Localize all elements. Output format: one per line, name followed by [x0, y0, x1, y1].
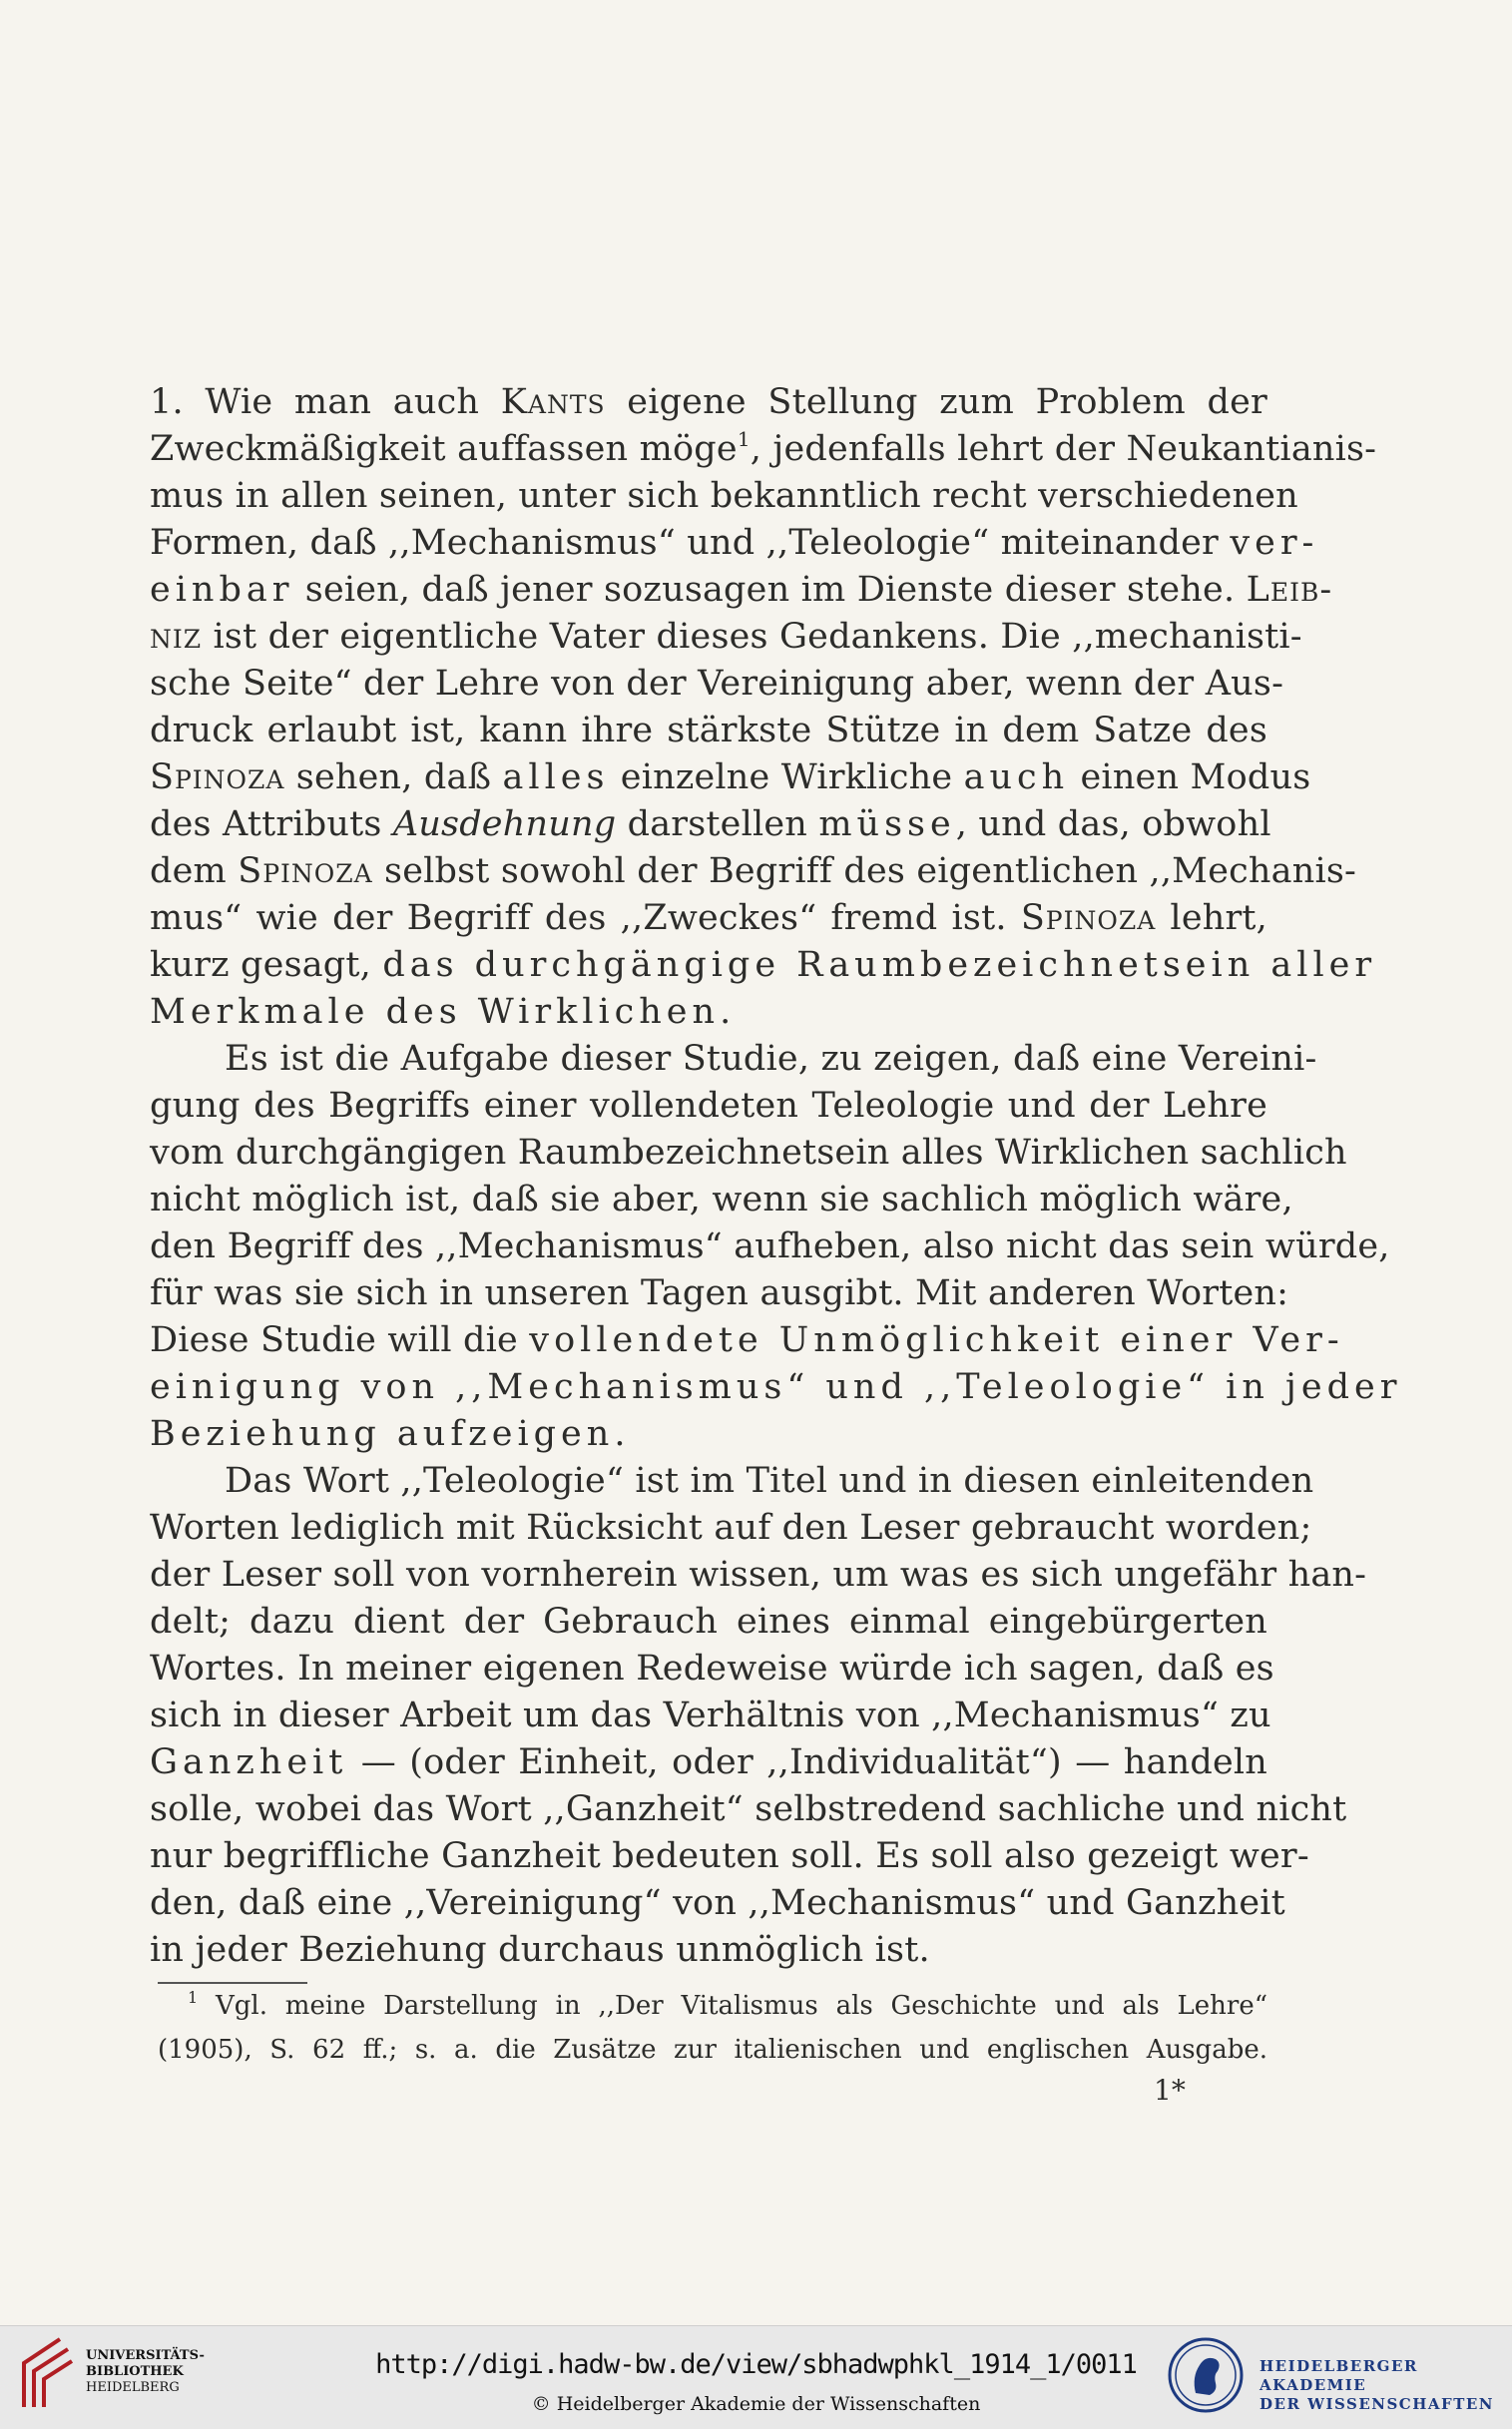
- body-text-span: Es ist die Aufgabe dieser Studie, zu zeigen, daß eine Vereini-: [225, 1039, 1317, 1079]
- body-line: [150, 801, 1271, 848]
- body-line: [150, 379, 1267, 426]
- footnote-text-span: 1: [188, 1988, 199, 2007]
- body-text-span: gung des Begriffs einer vollendeten Teleologie und der Lehre: [150, 1086, 1267, 1126]
- body-text-span: Wortes. In meiner eigenen Redeweise würde ich sagen, daß es: [150, 1649, 1274, 1689]
- footnote-line: [158, 2028, 1267, 2072]
- body-text-span: einen Modus: [1069, 757, 1311, 797]
- body-line: [150, 1739, 1267, 1786]
- body-line: [150, 1083, 1267, 1130]
- body-text-span: sich in dieser Arbeit um das Verhältnis von ,,Mechanismus“ zu: [150, 1696, 1271, 1735]
- footnote-text-span: Vgl. meine Darstellung in ,,Der Vitalismus als Geschichte und als Lehre“: [198, 1991, 1267, 2021]
- body-line: [150, 848, 1357, 895]
- body-line: [150, 473, 1298, 520]
- body-text-span: für was sie sich in unseren Tagen ausgibt. Mit anderen Worten:: [150, 1273, 1289, 1313]
- body-text-span: vollendete Unmöglichkeit einer Ver-: [529, 1320, 1344, 1360]
- body-text-span: Das Wort ,,Teleologie“ ist im Titel und in diesen einleitenden: [225, 1461, 1314, 1501]
- body-text-span: solle, wobei das Wort ,,Ganzheit“ selbstredend sachliche und nicht: [150, 1789, 1347, 1829]
- body-line: [150, 520, 1319, 567]
- body-line: [150, 661, 1284, 708]
- body-text-span: das durchgängige Raumbezeichnetsein aller: [382, 945, 1377, 985]
- body-text-span: alles: [502, 757, 610, 797]
- body-line: [150, 1317, 1344, 1364]
- copyright-notice: © Heidelberger Akademie der Wissenschaften: [531, 2393, 981, 2415]
- body-text-span: 1. Wie man auch: [150, 382, 501, 422]
- body-text-span: Diese Studie will die: [150, 1320, 530, 1360]
- page-url-link[interactable]: http://digi.hadw-bw.de/view/sbhadwphkl_1914_1/0011: [375, 2349, 1137, 2380]
- body-text-span: Zweckmäßigkeit auffassen möge: [150, 429, 738, 469]
- body-text-span: selbst sowohl der Begriff des eigentlichen ,,Mechanis-: [372, 851, 1357, 891]
- body-text-span: ist der eigentliche Vater dieses Gedankens. Die ,,mechanisti-: [202, 617, 1302, 657]
- body-text: [150, 379, 1402, 1974]
- body-text-span: den, daß eine ,,Vereinigung“ von ,,Mechanismus“ und Ganzheit: [150, 1883, 1285, 1923]
- body-line: [150, 1693, 1271, 1739]
- body-text-span: nur begriffliche Ganzheit bedeuten soll. Es soll also gezeigt wer-: [150, 1836, 1309, 1876]
- body-line: [150, 1880, 1285, 1927]
- body-text-span: 1: [737, 427, 751, 451]
- body-text-span: dem: [150, 851, 239, 891]
- body-line: [150, 1223, 1390, 1270]
- body-line: [150, 567, 1333, 614]
- body-text-span: Spinoza: [238, 851, 373, 891]
- body-line: [150, 1411, 1267, 1458]
- body-text-span: Merkmale des Wirklichen: [150, 992, 721, 1032]
- body-text-span: mus“ wie der Begriff des ,,Zweckes“ fremd ist.: [150, 898, 1021, 938]
- body-line: [150, 1646, 1274, 1693]
- body-text-span: kurz gesagt,: [150, 945, 383, 985]
- body-text-span: .: [720, 992, 732, 1032]
- body-text-span: der Leser soll von vornherein wissen, um was es sich ungefähr han-: [150, 1555, 1367, 1595]
- body-line: [150, 426, 1377, 473]
- body-text-span: — (oder Einheit, oder ,,Individualität“) — handeln: [347, 1742, 1267, 1782]
- body-text-span: auch: [963, 757, 1070, 797]
- body-text-span: einigung von ,,Mechanismus“ und ,,Teleologie“ in jeder: [150, 1367, 1402, 1407]
- body-text-span: Formen, daß ,,Mechanismus“ und ,,Teleologie“ miteinander: [150, 523, 1231, 563]
- footnote-line: [158, 1984, 1267, 2028]
- body-text-span: , und das, obwohl: [955, 804, 1271, 844]
- body-line: [150, 1458, 1314, 1505]
- body-line: [150, 1130, 1347, 1177]
- body-text-span: müsse: [818, 804, 956, 844]
- body-text-span: ver-: [1230, 523, 1319, 563]
- body-line: [150, 1927, 1267, 1974]
- body-text-span: Spinoza: [150, 757, 285, 797]
- body-text-span: einbar: [150, 570, 294, 610]
- body-text-span: Beziehung aufzeigen: [150, 1414, 615, 1454]
- body-line: [150, 708, 1267, 754]
- body-line: [150, 1270, 1289, 1317]
- body-text-span: in jeder Beziehung durchaus unmöglich ist.: [150, 1930, 930, 1970]
- body-line: [150, 1364, 1402, 1411]
- body-text-span: Ganzheit: [150, 1742, 348, 1782]
- body-text-span: Leib-: [1246, 570, 1333, 610]
- body-text-span: Ausdehnung: [392, 804, 617, 844]
- body-line: [150, 754, 1311, 801]
- university-library-name: UNIVERSITÄTS- BIBLIOTHEK HEIDELBERG: [86, 2348, 205, 2395]
- body-line: [150, 614, 1302, 661]
- body-text-span: mus in allen seinen, unter sich bekanntlich recht verschiedenen: [150, 476, 1298, 516]
- body-text-span: des Attributs: [150, 804, 393, 844]
- body-line: [150, 1036, 1317, 1083]
- body-line: [150, 1833, 1309, 1880]
- body-text-span: Spinoza: [1020, 898, 1157, 938]
- footnote-text-span: (1905), S. 62 ff.; s. a. die Zusätze zur italienischen und englischen Ausgabe.: [158, 2035, 1267, 2065]
- body-text-span: sche Seite“ der Lehre von der Vereinigung aber, wenn der Aus-: [150, 664, 1284, 704]
- academy-name: HEIDELBERGER AKADEMIE DER WISSENSCHAFTEN: [1260, 2357, 1495, 2413]
- body-line: [150, 1177, 1293, 1223]
- body-text-span: seien, daß jener sozusagen im Dienste dieser stehe.: [293, 570, 1247, 610]
- body-text-span: eigene Stellung zum Problem der: [605, 382, 1267, 422]
- body-line: [150, 1552, 1367, 1599]
- body-text-span: darstellen: [616, 804, 819, 844]
- body-text-span: sehen, daß: [284, 757, 503, 797]
- body-text-span: Worten lediglich mit Rücksicht auf den Leser gebraucht worden;: [150, 1508, 1312, 1548]
- page-number: 1*: [1154, 2074, 1186, 2107]
- body-text-span: niz: [150, 617, 203, 657]
- footnotes: [158, 1984, 1267, 2072]
- body-line: [150, 989, 1267, 1036]
- body-text-span: , jedenfalls lehrt der Neukantianis-: [750, 429, 1377, 469]
- body-text-span: nicht möglich ist, daß sie aber, wenn sie sachlich möglich wäre,: [150, 1180, 1293, 1219]
- body-text-span: .: [614, 1414, 626, 1454]
- body-line: [150, 1505, 1312, 1552]
- body-text-span: Kants: [500, 382, 606, 422]
- body-text-span: lehrt,: [1156, 898, 1267, 938]
- body-text-span: den Begriff des ,,Mechanismus“ aufheben, also nicht das sein würde,: [150, 1226, 1390, 1266]
- body-line: [150, 895, 1267, 942]
- academy-seal-icon: [1166, 2331, 1246, 2419]
- body-text-span: vom durchgängigen Raumbezeichnetsein alles Wirklichen sachlich: [150, 1133, 1347, 1173]
- body-line: [150, 1599, 1267, 1646]
- body-text-span: druck erlaubt ist, kann ihre stärkste Stütze in dem Satze des: [150, 711, 1267, 750]
- body-line: [150, 1786, 1347, 1833]
- body-line: [150, 942, 1377, 989]
- body-text-span: einzelne Wirkliche: [609, 757, 964, 797]
- body-text-span: delt; dazu dient der Gebrauch eines einmal eingebürgerten: [150, 1602, 1267, 1642]
